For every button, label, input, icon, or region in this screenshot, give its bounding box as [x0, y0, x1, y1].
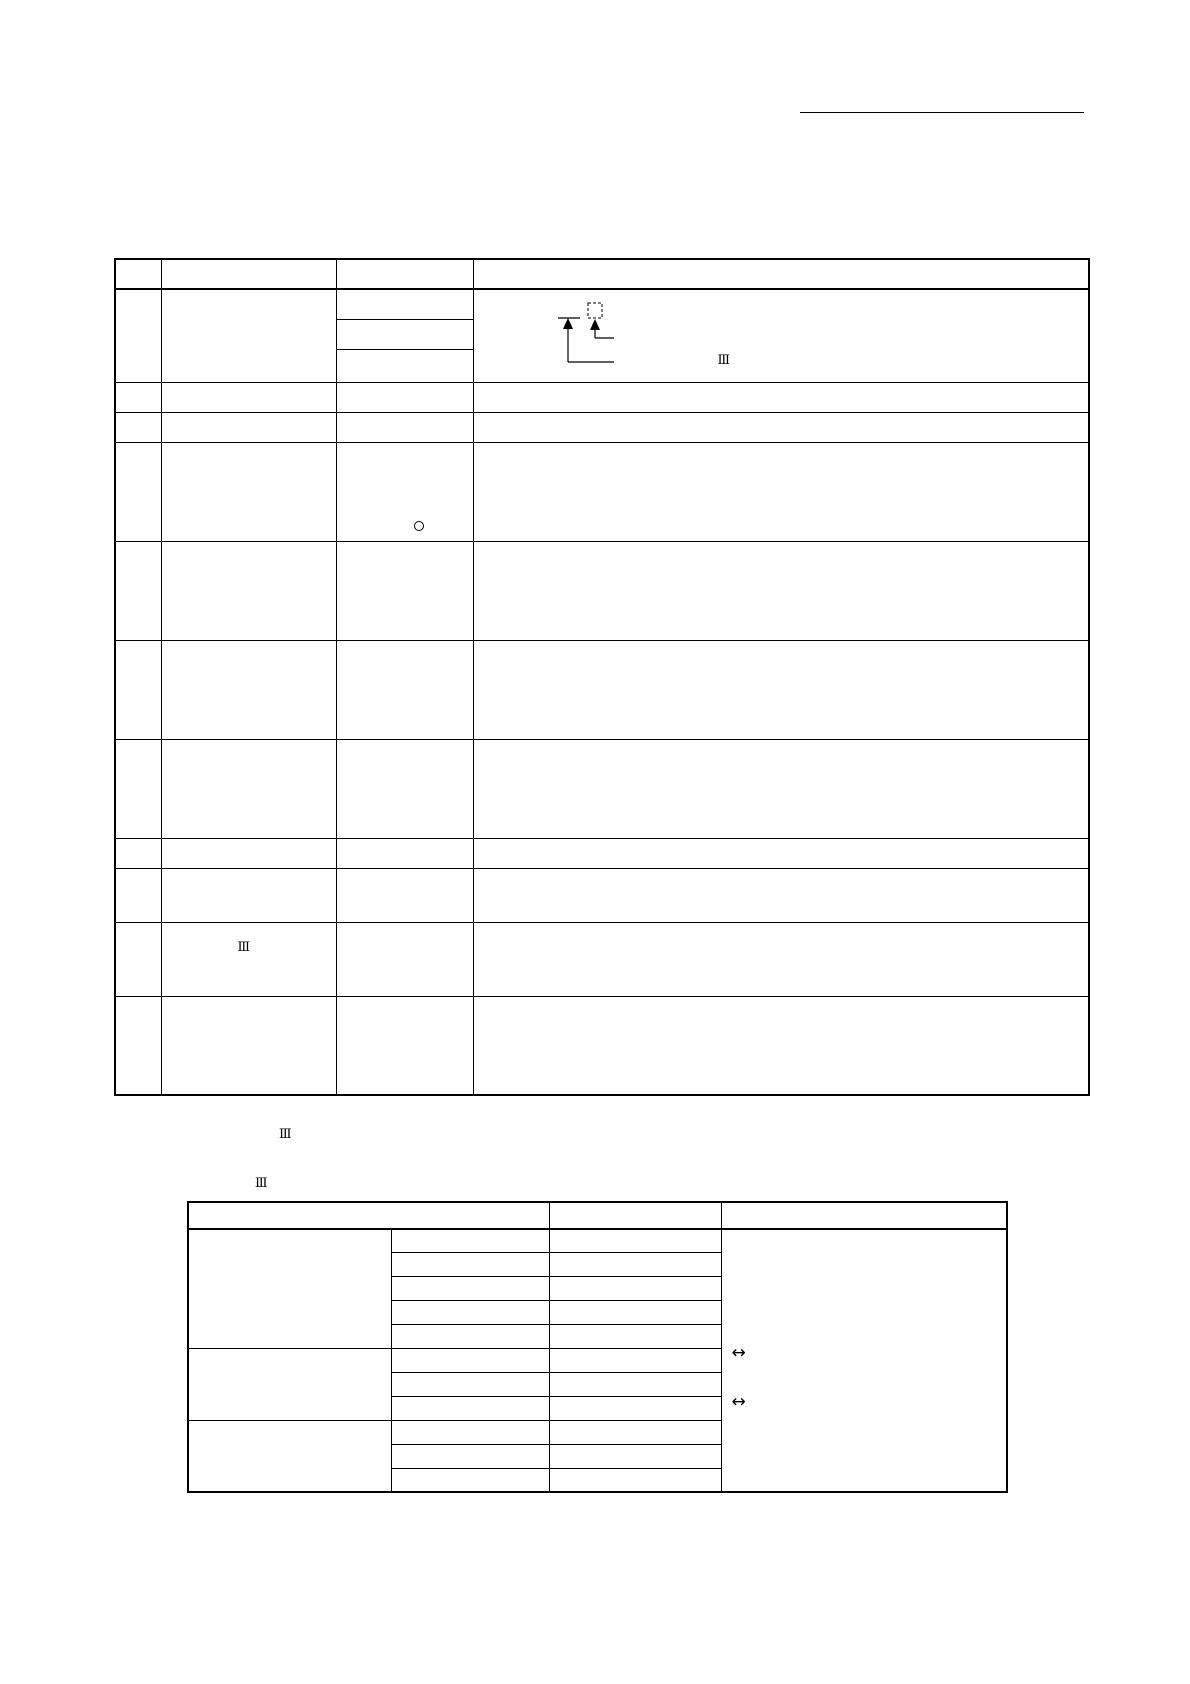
group-cell	[188, 1348, 391, 1420]
value-cell	[549, 1372, 721, 1396]
row-setting-cell	[336, 289, 473, 383]
row-item-cell	[161, 641, 336, 740]
subtable-title-roman-mark: Ⅲ	[255, 1176, 268, 1191]
header-cell-description	[473, 259, 1089, 289]
roman-three-mark: Ⅲ	[717, 353, 731, 368]
row-setting-cell	[336, 740, 473, 839]
row-item-cell	[161, 289, 336, 383]
subitem-cell	[391, 1229, 549, 1252]
subitem-cell	[391, 1372, 549, 1396]
left-right-arrow-icon: ↔	[731, 1392, 746, 1412]
value-cell	[549, 1468, 721, 1492]
value-cell	[549, 1396, 721, 1420]
table-row	[115, 997, 1089, 1095]
table-row	[115, 542, 1089, 641]
subitem-cell	[391, 1252, 549, 1276]
row-description-cell	[473, 413, 1089, 443]
row-item-cell	[161, 383, 336, 413]
left-right-arrow-icon: ↔	[731, 1343, 746, 1363]
table-row	[115, 383, 1089, 413]
header-cell-remarks	[721, 1202, 1007, 1229]
row-number-cell	[115, 542, 161, 641]
header-cell-value	[549, 1202, 721, 1229]
value-cell	[549, 1324, 721, 1348]
row-description-cell	[473, 997, 1089, 1095]
row-setting-cell	[336, 383, 473, 413]
row-setting-cell	[336, 839, 473, 869]
table-row	[115, 839, 1089, 869]
row-number-cell	[115, 923, 161, 997]
note-roman-three-mark: Ⅲ	[279, 1127, 292, 1142]
row-setting-cell	[336, 443, 473, 542]
subitem-cell	[391, 1276, 549, 1300]
value-cell	[549, 1252, 721, 1276]
row-setting-cell	[336, 923, 473, 997]
group-cell	[188, 1420, 391, 1492]
row-number-cell	[115, 997, 161, 1095]
roman-three-mark: Ⅲ	[237, 940, 251, 955]
dashed-digit-box	[588, 303, 602, 318]
row-number-cell	[115, 839, 161, 869]
header-cell-setting	[336, 259, 473, 289]
subitem-cell	[391, 1396, 549, 1420]
row-number-cell	[115, 869, 161, 923]
row-item-cell	[161, 869, 336, 923]
value-cell	[549, 1348, 721, 1372]
header-cell-no	[115, 259, 161, 289]
header-rule	[800, 112, 1084, 113]
row-number-cell	[115, 443, 161, 542]
table-row	[115, 740, 1089, 839]
value-cell	[549, 1300, 721, 1324]
row-setting-cell	[336, 413, 473, 443]
value-cell	[549, 1420, 721, 1444]
row-item-cell	[161, 997, 336, 1095]
row-item-cell	[161, 542, 336, 641]
subitem-cell	[391, 1444, 549, 1468]
subitem-cell	[391, 1324, 549, 1348]
row-item-cell	[161, 839, 336, 869]
subitem-cell	[391, 1420, 549, 1444]
table-header-row	[115, 259, 1089, 289]
row-description-cell	[473, 839, 1089, 869]
table-row	[115, 289, 1089, 383]
table-row	[115, 443, 1089, 542]
row-description-cell	[473, 383, 1089, 413]
row-description-cell	[473, 443, 1089, 542]
row-item-cell	[161, 740, 336, 839]
row-description-cell	[473, 542, 1089, 641]
row-number-cell	[115, 289, 161, 383]
arrow-up-icon	[563, 318, 573, 329]
row-item-cell	[161, 923, 336, 997]
row-description-cell	[473, 641, 1089, 740]
circle-mark-icon	[414, 521, 424, 531]
subitem-cell	[391, 1468, 549, 1492]
row-item-cell	[161, 443, 336, 542]
spec-table	[114, 258, 1090, 1096]
table-header-row	[188, 1202, 1007, 1229]
table-row	[115, 641, 1089, 740]
value-cell	[549, 1229, 721, 1252]
value-cell	[549, 1276, 721, 1300]
code-structure-diagram	[474, 290, 1090, 382]
row-setting-cell	[336, 542, 473, 641]
row-description-cell	[473, 923, 1089, 997]
group-cell	[188, 1229, 391, 1348]
row-number-cell	[115, 641, 161, 740]
table-row	[115, 923, 1089, 997]
setting-subcell	[337, 320, 473, 350]
subitem-cell	[391, 1348, 549, 1372]
reference-table	[187, 1201, 1008, 1493]
arrow-up-icon	[590, 319, 600, 330]
remarks-cell	[721, 1229, 1007, 1492]
header-cell-item	[161, 259, 336, 289]
row-number-cell	[115, 383, 161, 413]
table-row	[115, 869, 1089, 923]
row-number-cell	[115, 413, 161, 443]
header-cell-group	[188, 1202, 549, 1229]
setting-subcell	[337, 290, 473, 320]
table-row	[115, 413, 1089, 443]
value-cell	[549, 1444, 721, 1468]
setting-subcell	[337, 350, 473, 382]
row-item-cell	[161, 413, 336, 443]
row-setting-cell	[336, 641, 473, 740]
row-setting-cell	[336, 869, 473, 923]
subitem-cell	[391, 1300, 549, 1324]
row-setting-cell	[336, 997, 473, 1095]
table-row	[188, 1229, 1007, 1252]
row-number-cell	[115, 740, 161, 839]
row-description-cell	[473, 289, 1089, 383]
row-description-cell	[473, 869, 1089, 923]
row-description-cell	[473, 740, 1089, 839]
